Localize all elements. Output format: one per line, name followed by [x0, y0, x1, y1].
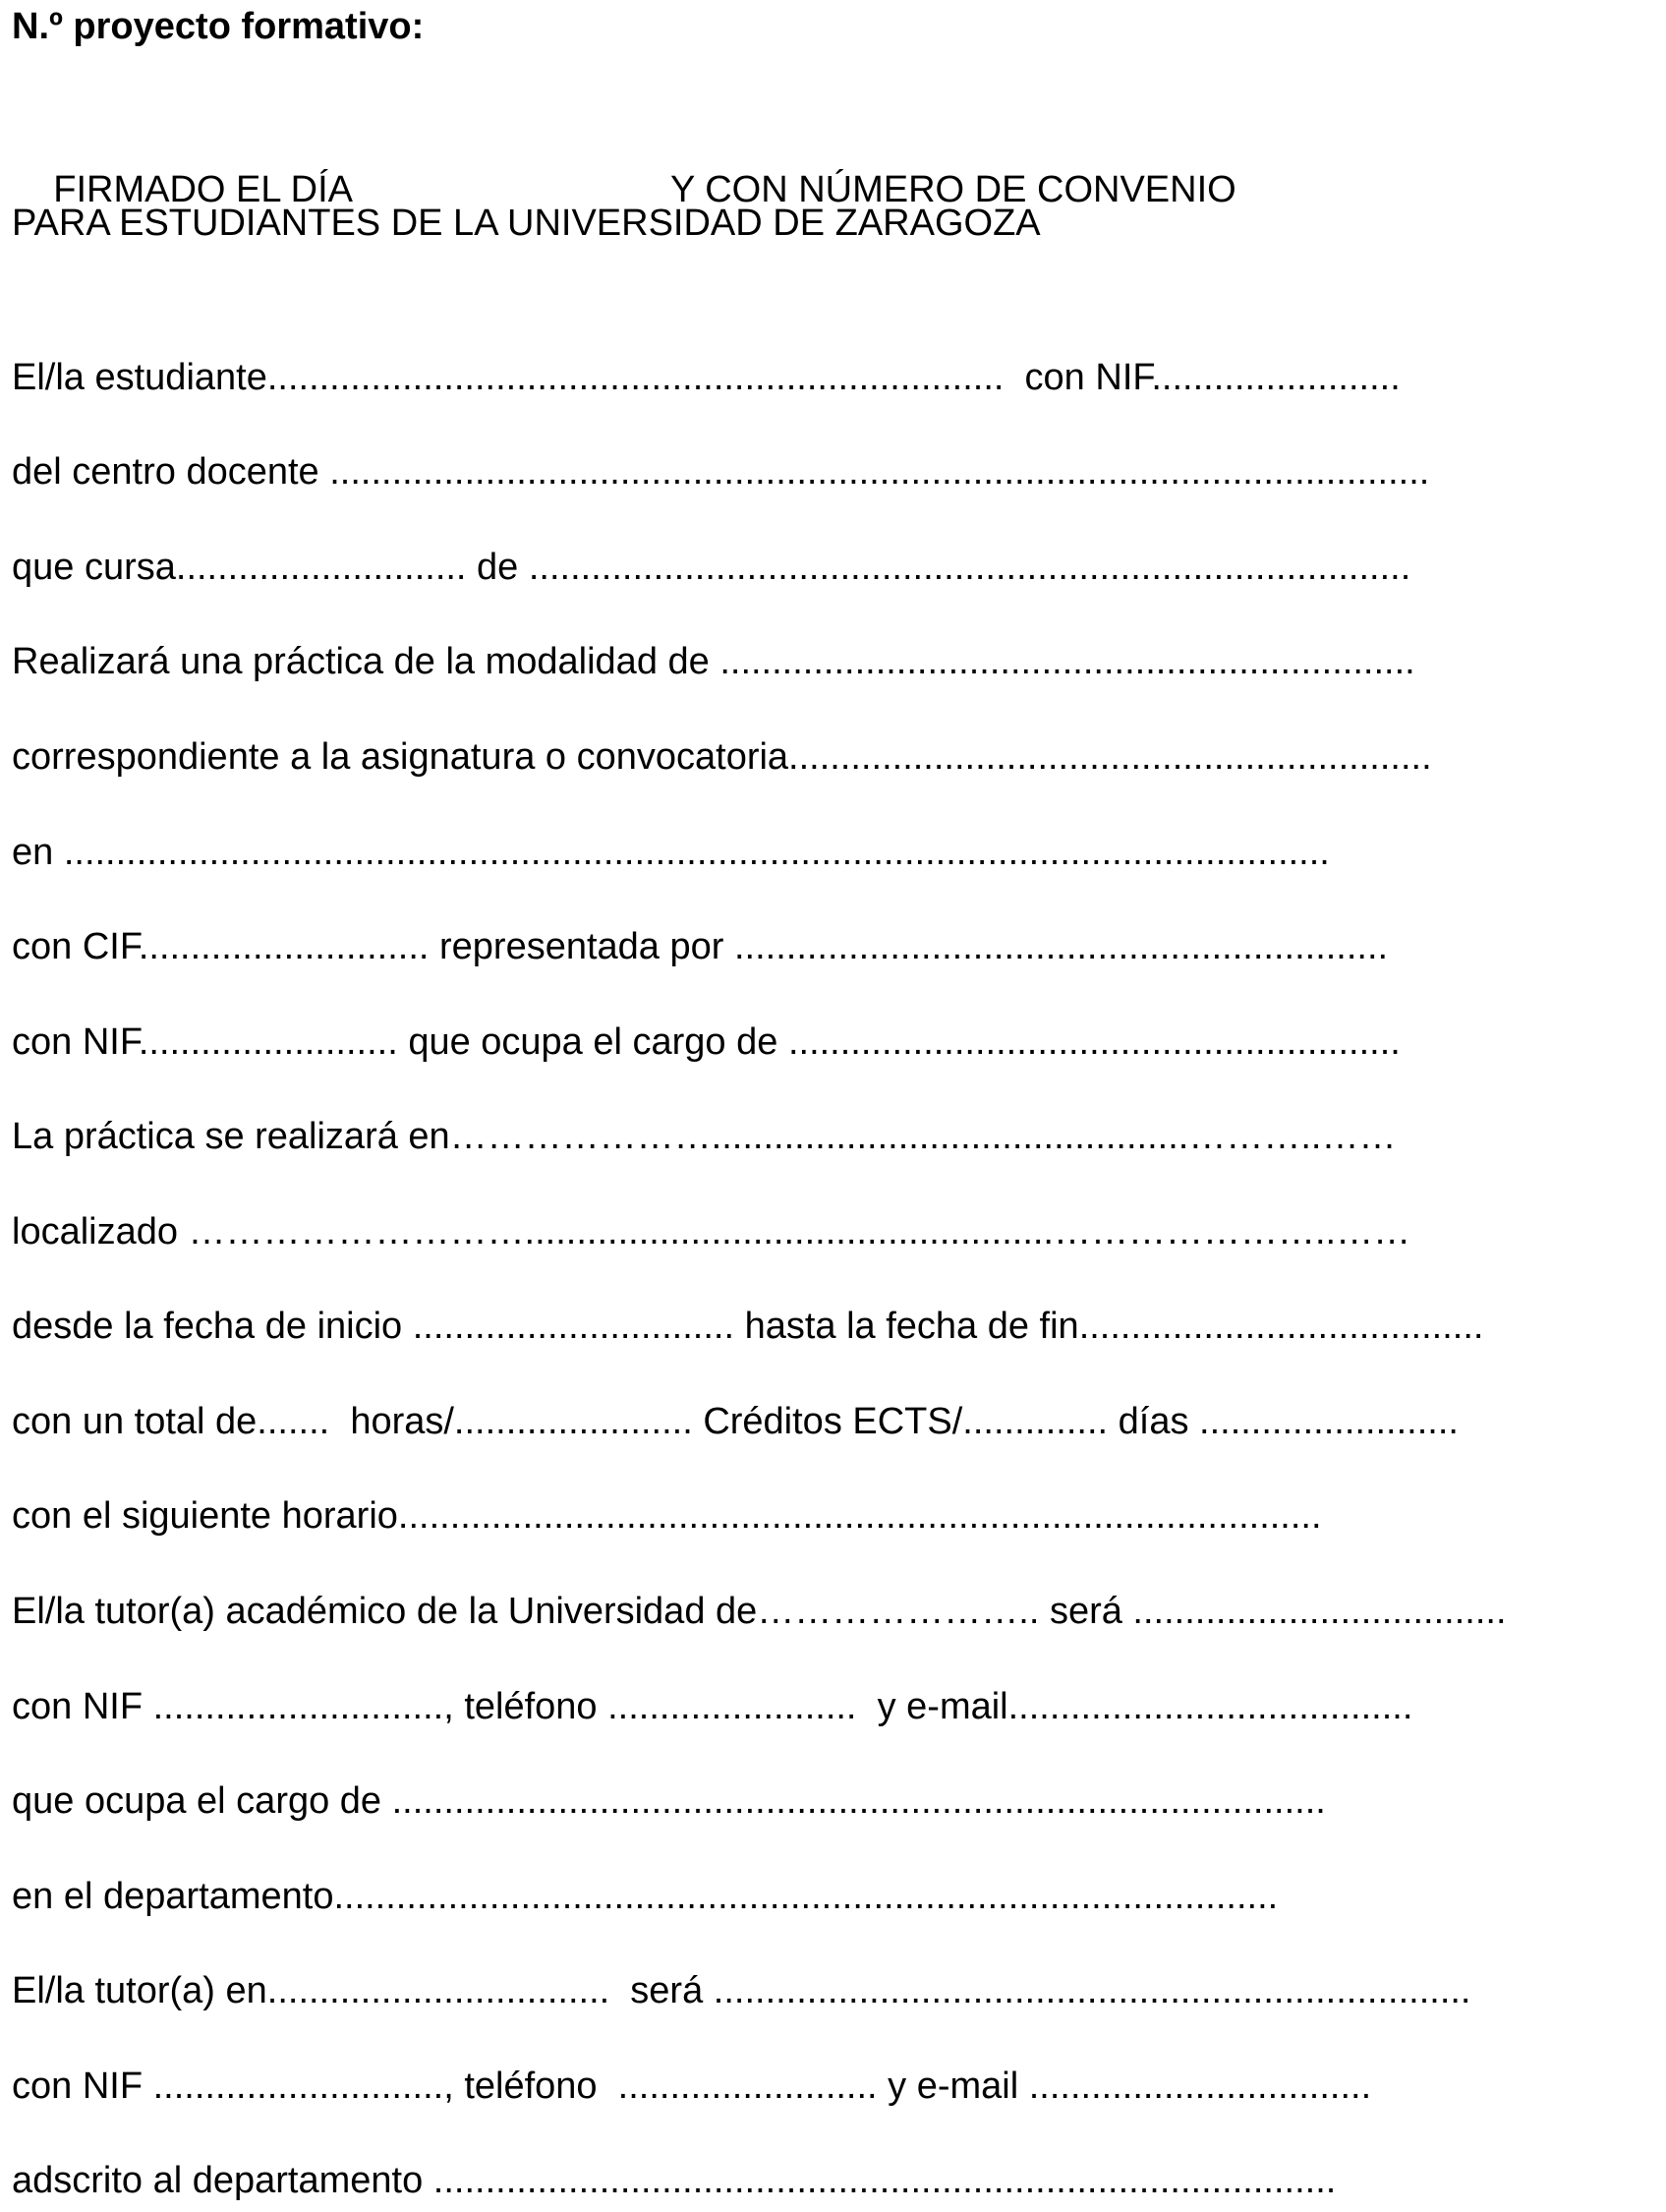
- field-line-located: localizado ………………………...................................................…………………..……: [12, 1211, 1411, 1252]
- field-line-academic-tutor-contact: con NIF ............................, teléfono ........................ y e-mail.......................................: [12, 1686, 1413, 1727]
- students-line: PARA ESTUDIANTES DE LA UNIVERSIDAD DE ZARAGOZA: [12, 203, 1041, 244]
- field-line-assigned-department: adscrito al departamento .......................................................................................: [12, 2160, 1337, 2201]
- field-line-representative-nif: con NIF......................... que ocupa el cargo de ...........................................................: [12, 1021, 1401, 1063]
- agreement-number-label: Y CON NÚMERO DE CONVENIO: [670, 169, 1236, 210]
- field-line-subject: correspondiente a la asignatura o convocatoria..............................................................: [12, 736, 1432, 778]
- field-line-location: La práctica se realizará en…………………..............................................………..……: [12, 1116, 1397, 1157]
- field-line-dates: desde la fecha de inicio ............................... hasta la fecha de fin.......................................: [12, 1306, 1484, 1347]
- field-line-cif: con CIF............................ representada por ...............................................................: [12, 926, 1389, 967]
- project-number-label: N.º proyecto formativo:: [12, 6, 425, 47]
- field-line-company-tutor-contact: con NIF ............................, teléfono ......................... y e-mail .................................: [12, 2066, 1372, 2107]
- field-line-student: El/la estudiante....................................................................... con NIF........................: [12, 357, 1401, 398]
- field-line-academic-tutor-position: que ocupa el cargo de ..........................................................................................: [12, 1780, 1326, 1822]
- field-line-academic-tutor: El/la tutor(a) académico de la Universidad de………………….. será ....................................: [12, 1591, 1507, 1632]
- field-line-schedule: con el siguiente horario.........................................................................................: [12, 1495, 1322, 1537]
- field-line-modality: Realizará una práctica de la modalidad de ...................................................................: [12, 641, 1415, 682]
- field-line-total: con un total de....... horas/....................... Créditos ECTS/.............. días .........................: [12, 1401, 1459, 1442]
- field-line-company-tutor: El/la tutor(a) en................................. será .........................................................................: [12, 1970, 1471, 2011]
- field-line-course: que cursa............................ de .....................................................................................: [12, 547, 1411, 588]
- signed-on-label: FIRMADO EL DÍA: [53, 169, 353, 210]
- field-line-company: en ..........................................................................................................................: [12, 832, 1330, 873]
- field-line-school: del centro docente ..........................................................................................................: [12, 451, 1430, 493]
- field-line-department: en el departamento...........................................................................................: [12, 1876, 1279, 1917]
